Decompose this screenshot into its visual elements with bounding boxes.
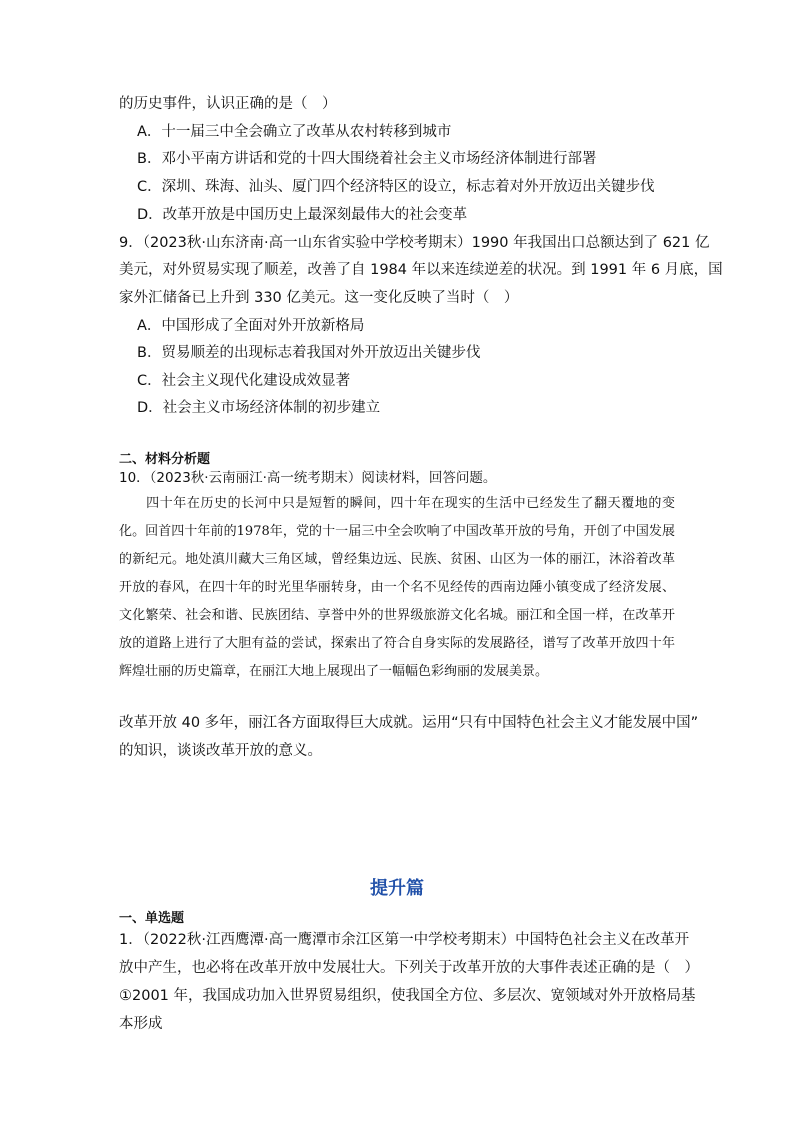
- q8-option-c: C．深圳、珠海、汕头、厦门四个经济特区的设立，标志着对外开放迈出关键步伐: [137, 179, 655, 195]
- adv-q1-line-4: 本形成: [119, 1016, 163, 1032]
- q9-option-b: B．贸易顺差的出现标志着我国对外开放迈出关键步伐: [137, 345, 481, 361]
- section-title-advanced: 提升篇: [370, 878, 424, 899]
- q8-option-a: A．十一届三中全会确立了改革从农村转移到城市: [137, 124, 452, 140]
- adv-q1-line-2: 放中产生，也必将在改革开放中发展壮大。下列关于改革开放的大事件表述正确的是（ ）: [119, 960, 699, 976]
- q9-stem-line-2: 美元，对外贸易实现了顺差，改善了自 1984 年以来连续逆差的状况。到 1991 年 6 月底，国: [119, 262, 723, 278]
- section-heading-material: 二、材料分析题: [119, 452, 211, 467]
- q9-option-a: A．中国形成了全面对外开放新格局: [137, 318, 365, 334]
- q8-option-b: B．邓小平南方讲话和党的十四大围绕着社会主义市场经济体制进行部署: [137, 151, 597, 167]
- material-paragraph: 四十年在历史的长河中只是短暂的瞬间，四十年在现实的生活中已经发生了翻天覆地的变化。回首四十年前的1978年，党的十一届三中全会吹响了中国改革开放的号角，开创了中国发展的新纪元。地处滇川藏大三角区域，曾经集边远、民族、贫困、山区为一体的丽江，沐浴着改革开放的春风，在四十年的时光里华丽转身，由一个名不见经传的西南边陲小镇变成了经济发展、文化繁荣、社会和谐、民族团结、享誉中外的世界级旅游文化名城。丽江和全国一样，在改革开放的道路上进行了大胆有益的尝试，探索出了符合自身实际的发展路径，谱写了改革开放四十年辉煌壮丽的历史篇章，在丽江大地上展现出了一幅幅色彩绚丽的发展美景。: [119, 496, 675, 679]
- section-heading-single-choice: 一、单选题: [119, 911, 185, 926]
- q10-question-line-1: 改革开放 40 多年，丽江各方面取得巨大成就。运用“只有中国特色社会主义才能发展中国”: [119, 715, 699, 731]
- q10-stem: 10．（2023秋·云南丽江·高一统考期末）阅读材料，回答问题。: [119, 470, 497, 486]
- adv-q1-line-1: 1．（2022秋·江西鹰潭·高一鹰潭市余江区第一中学校考期末）中国特色社会主义在改革开: [119, 932, 690, 948]
- q10-material-text: [119, 490, 675, 686]
- q9-option-d: D．社会主义市场经济体制的初步建立: [137, 400, 381, 416]
- adv-q1-line-3: ①2001 年，我国成功加入世界贸易组织，使我国全方位、多层次、宽领域对外开放格局基: [119, 988, 696, 1004]
- q9-option-c: C．社会主义现代化建设成效显著: [137, 373, 351, 389]
- q8-option-d: D．改革开放是中国历史上最深刻最伟大的社会变革: [137, 207, 468, 223]
- q9-stem-line-1: 9．（2023秋·山东济南·高一山东省实验中学校考期末）1990 年我国出口总额达到了 621 亿: [119, 235, 710, 251]
- q10-question-line-2: 的知识，谈谈改革开放的意义。: [119, 743, 322, 759]
- q8-stem: 的历史事件，认识正确的是（ ）: [119, 96, 337, 112]
- q9-stem-line-3: 家外汇储备已上升到 330 亿美元。这一变化反映了当时（ ）: [119, 290, 519, 306]
